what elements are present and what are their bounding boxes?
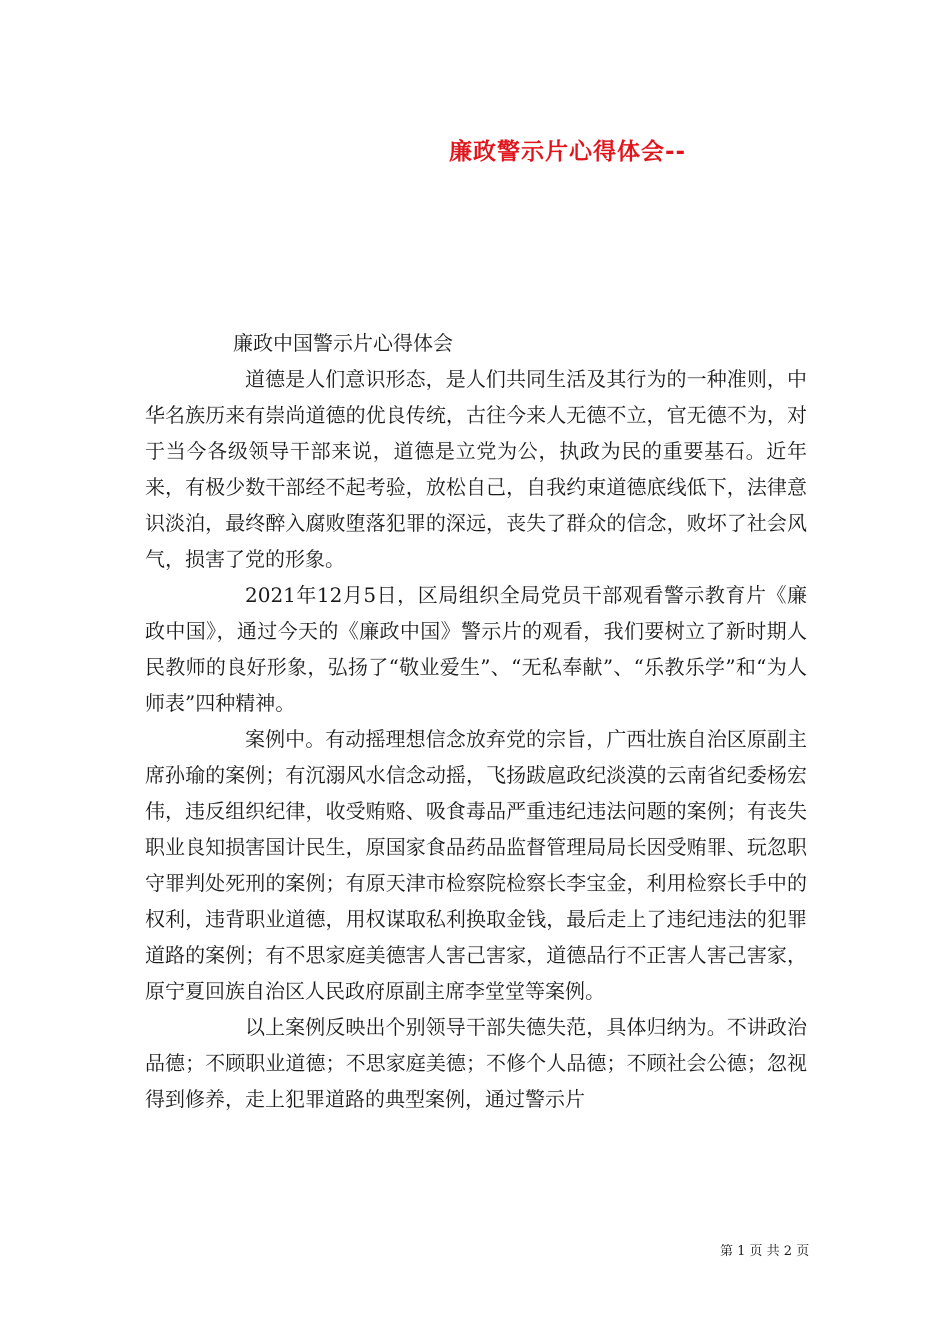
paragraph: 道德是人们意识形态，是人们共同生活及其行为的一种准则，中华名族历来有崇尚道德的优良传统，古往今来人无德不立，官无德不为，对于当今各级领导干部来说，道德是立党为公，执政为民的重要基石。近年来，有极少数干部经不起考验，放松自己，自我约束道德底线低下，法律意识淡泊，最终醉入腐败堕落犯罪的深远，丧失了群众的信念，败坏了社会风气，损害了党的形象。 [145,367,807,571]
page-number-footer: 第 1 页 共 2 页 [720,1244,810,1259]
document-subtitle: 廉政中国警示片心得体会 [233,331,453,355]
document-body [145,361,807,1117]
paragraph: 2021年12月5日，区局组织全局党员干部观看警示教育片《廉政中国》，通过今天的《廉政中国》警示片的观看，我们要树立了新时期人民教师的良好形象，弘扬了“敬业爱生”、“无私奉献”、“乐教乐学”和“为人师表”四种精神。 [145,583,807,715]
paragraph: 以上案例反映出个别领导干部失德失范，具体归纳为。不讲政治品德；不顾职业道德；不思家庭美德；不修个人品德；不顾社会公德；忽视得到修养，走上犯罪道路的典型案例，通过警示片 [145,1015,807,1111]
document-title: 廉政警示片心得体会-- [449,139,687,165]
paragraph: 案例中。有动摇理想信念放弃党的宗旨，广西壮族自治区原副主席孙瑜的案例；有沉溺风水信念动摇，飞扬跋扈政纪淡漠的云南省纪委杨宏伟，违反组织纪律，收受贿赂、吸食毒品严重违纪违法问题的案例；有丧失职业良知损害国计民生，原国家食品药品监督管理局局长因受贿罪、玩忽职守罪判处死刑的案例；有原天津市检察院检察长李宝金，利用检察长手中的权利，违背职业道德，用权谋取私利换取金钱，最后走上了违纪违法的犯罪道路的案例；有不思家庭美德害人害己害家，道德品行不正害人害己害家，原宁夏回族自治区人民政府原副主席李堂堂等案例。 [145,727,807,1003]
